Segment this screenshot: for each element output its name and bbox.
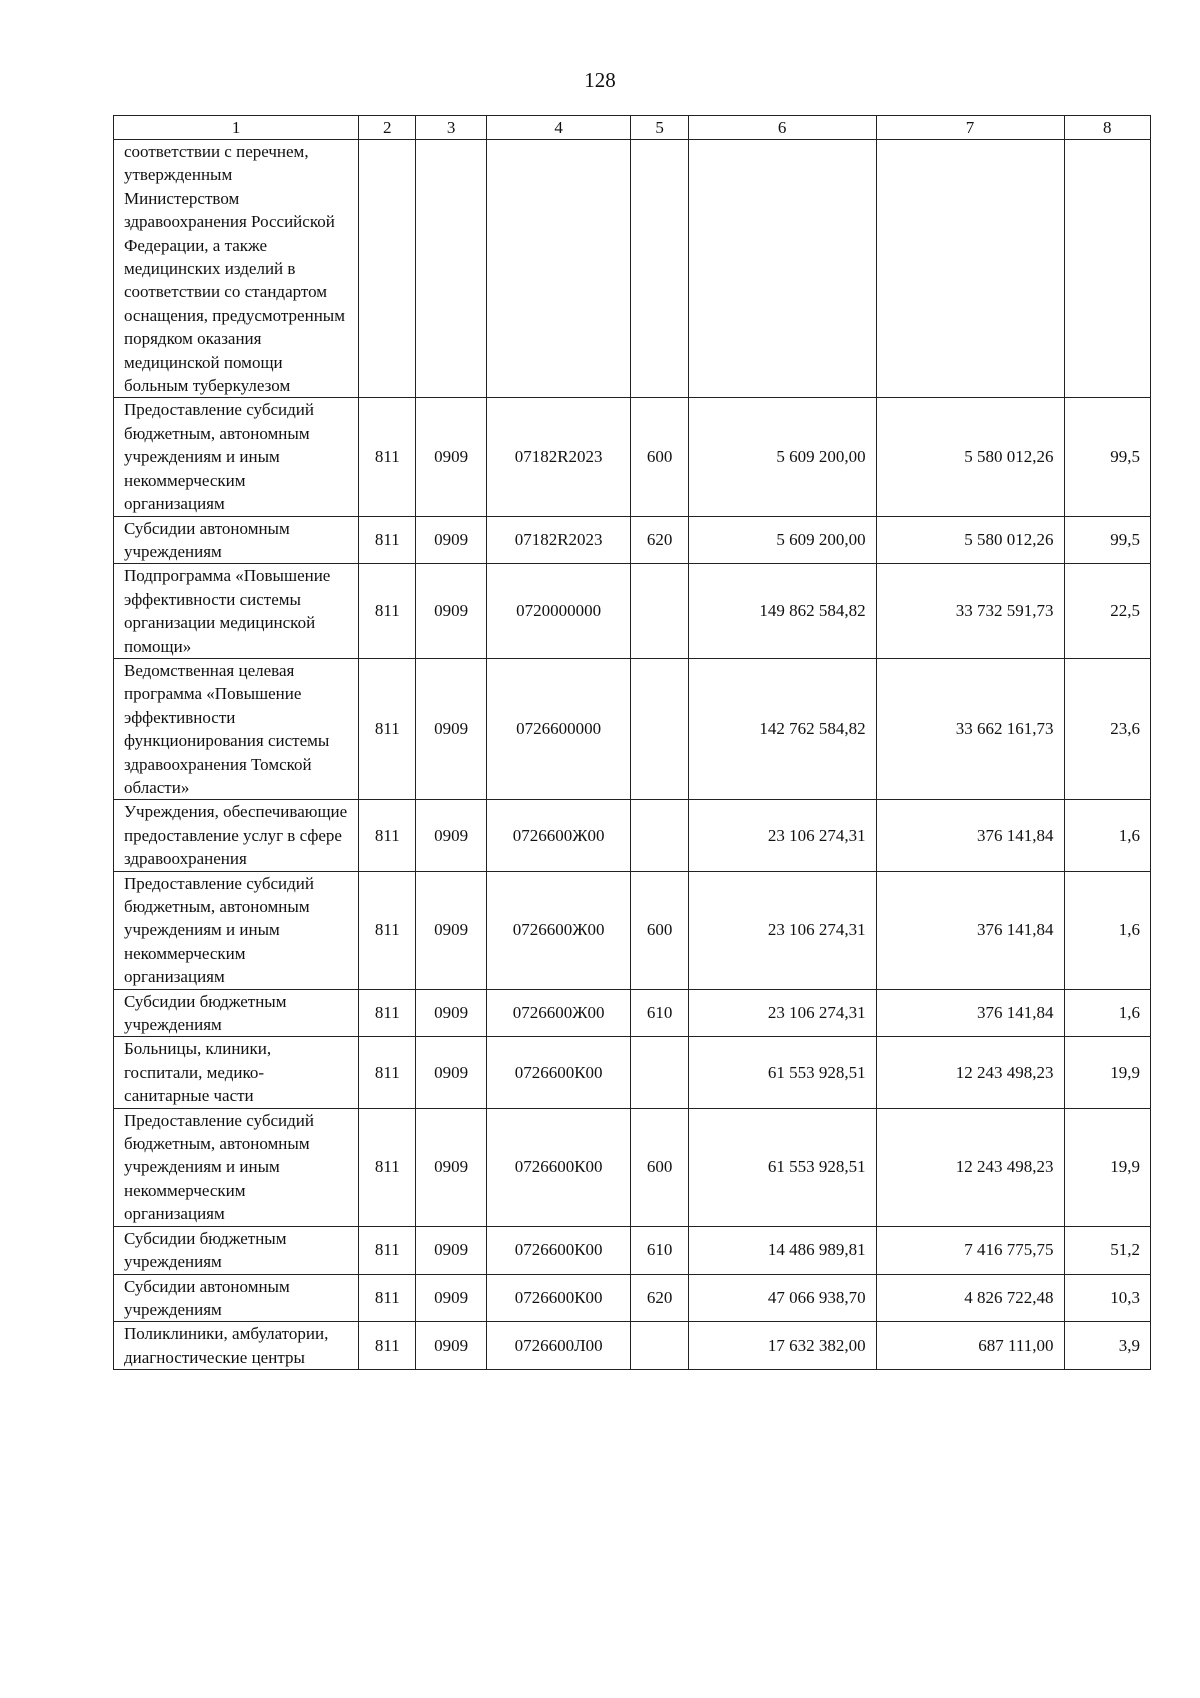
row-plan-amount: 5 609 200,00	[688, 516, 876, 564]
row-target-code: 0720000000	[486, 564, 631, 659]
column-header: 5	[631, 116, 688, 140]
row-ministry-code: 811	[359, 398, 416, 516]
row-target-code: 0726600000	[486, 658, 631, 799]
column-header: 6	[688, 116, 876, 140]
table-row	[114, 516, 1151, 564]
table-row	[114, 658, 1151, 799]
table-row	[114, 871, 1151, 989]
row-name: Ведомственная целевая программа «Повышение эффективности функционирования системы здравоохранения Томской области»	[114, 658, 359, 799]
row-section-code: 0909	[416, 1322, 486, 1370]
row-section-code: 0909	[416, 1226, 486, 1274]
row-actual-amount: 12 243 498,23	[876, 1037, 1064, 1108]
row-name: Поликлиники, амбулатории, диагностические центры	[114, 1322, 359, 1370]
table-header-row	[114, 116, 1151, 140]
row-ministry-code: 811	[359, 658, 416, 799]
row-section-code: 0909	[416, 516, 486, 564]
row-ministry-code: 811	[359, 1037, 416, 1108]
row-expense-type: 610	[631, 1226, 688, 1274]
row-name: Подпрограмма «Повышение эффективности системы организации медицинской помощи»	[114, 564, 359, 659]
row-plan-amount: 149 862 584,82	[688, 564, 876, 659]
column-header: 2	[359, 116, 416, 140]
row-ministry-code: 811	[359, 989, 416, 1037]
table-row	[114, 1322, 1151, 1370]
row-actual-amount: 376 141,84	[876, 800, 1064, 871]
row-section-code: 0909	[416, 871, 486, 989]
row-percent: 99,5	[1064, 398, 1151, 516]
row-expense-type: 620	[631, 516, 688, 564]
row-plan-amount	[688, 140, 876, 398]
row-expense-type	[631, 1037, 688, 1108]
row-plan-amount: 5 609 200,00	[688, 398, 876, 516]
row-actual-amount: 12 243 498,23	[876, 1108, 1064, 1226]
row-actual-amount: 687 111,00	[876, 1322, 1064, 1370]
row-percent: 22,5	[1064, 564, 1151, 659]
row-ministry-code: 811	[359, 800, 416, 871]
row-percent: 19,9	[1064, 1108, 1151, 1226]
row-actual-amount: 4 826 722,48	[876, 1274, 1064, 1322]
page-number: 128	[584, 68, 616, 92]
row-ministry-code: 811	[359, 564, 416, 659]
row-section-code: 0909	[416, 1274, 486, 1322]
table-row	[114, 398, 1151, 516]
row-plan-amount: 23 106 274,31	[688, 871, 876, 989]
row-plan-amount: 17 632 382,00	[688, 1322, 876, 1370]
column-header: 1	[114, 116, 359, 140]
row-percent: 1,6	[1064, 989, 1151, 1037]
row-section-code: 0909	[416, 989, 486, 1037]
row-target-code: 0726600К00	[486, 1274, 631, 1322]
row-percent: 99,5	[1064, 516, 1151, 564]
row-percent: 1,6	[1064, 871, 1151, 989]
row-plan-amount: 14 486 989,81	[688, 1226, 876, 1274]
column-header: 7	[876, 116, 1064, 140]
row-expense-type: 600	[631, 871, 688, 989]
table-row	[114, 989, 1151, 1037]
row-name: Предоставление субсидий бюджетным, автономным учреждениям и иным некоммерческим организациям	[114, 398, 359, 516]
row-expense-type	[631, 658, 688, 799]
row-name: Предоставление субсидий бюджетным, автономным учреждениям и иным некоммерческим организациям	[114, 871, 359, 989]
row-name: Субсидии бюджетным учреждениям	[114, 989, 359, 1037]
row-percent: 1,6	[1064, 800, 1151, 871]
row-expense-type	[631, 1322, 688, 1370]
row-target-code: 07182R2023	[486, 516, 631, 564]
row-section-code: 0909	[416, 1108, 486, 1226]
row-percent	[1064, 140, 1151, 398]
row-section-code: 0909	[416, 1037, 486, 1108]
column-header: 8	[1064, 116, 1151, 140]
row-ministry-code: 811	[359, 1322, 416, 1370]
row-actual-amount: 7 416 775,75	[876, 1226, 1064, 1274]
row-percent: 10,3	[1064, 1274, 1151, 1322]
row-target-code: 0726600Л00	[486, 1322, 631, 1370]
row-ministry-code: 811	[359, 1274, 416, 1322]
row-name: Субсидии бюджетным учреждениям	[114, 1226, 359, 1274]
row-actual-amount	[876, 140, 1064, 398]
row-target-code: 07182R2023	[486, 398, 631, 516]
row-ministry-code: 811	[359, 1226, 416, 1274]
row-name: Субсидии автономным учреждениям	[114, 1274, 359, 1322]
table-row	[114, 800, 1151, 871]
row-percent: 3,9	[1064, 1322, 1151, 1370]
row-target-code: 0726600К00	[486, 1037, 631, 1108]
row-target-code	[486, 140, 631, 398]
row-plan-amount: 142 762 584,82	[688, 658, 876, 799]
row-actual-amount: 376 141,84	[876, 871, 1064, 989]
row-target-code: 0726600К00	[486, 1226, 631, 1274]
row-actual-amount: 5 580 012,26	[876, 398, 1064, 516]
row-actual-amount: 376 141,84	[876, 989, 1064, 1037]
row-target-code: 0726600Ж00	[486, 800, 631, 871]
row-section-code: 0909	[416, 658, 486, 799]
row-percent: 19,9	[1064, 1037, 1151, 1108]
row-ministry-code: 811	[359, 871, 416, 989]
row-target-code: 0726600Ж00	[486, 871, 631, 989]
row-expense-type	[631, 564, 688, 659]
row-name: соответствии с перечнем, утвержденным Министерством здравоохранения Российской Федерации, а также медицинских изделий в соответствии со стандартом оснащения, предусмотренным порядком оказания медицинской помощи больным туберкулезом	[114, 140, 359, 398]
row-plan-amount: 47 066 938,70	[688, 1274, 876, 1322]
row-section-code: 0909	[416, 564, 486, 659]
row-ministry-code: 811	[359, 516, 416, 564]
row-expense-type: 600	[631, 1108, 688, 1226]
row-plan-amount: 23 106 274,31	[688, 989, 876, 1037]
row-expense-type: 600	[631, 398, 688, 516]
row-name: Учреждения, обеспечивающие предоставление услуг в сфере здравоохранения	[114, 800, 359, 871]
row-name: Предоставление субсидий бюджетным, автономным учреждениям и иным некоммерческим организациям	[114, 1108, 359, 1226]
row-plan-amount: 61 553 928,51	[688, 1108, 876, 1226]
table-row	[114, 1226, 1151, 1274]
row-percent: 23,6	[1064, 658, 1151, 799]
row-expense-type	[631, 800, 688, 871]
row-target-code: 0726600К00	[486, 1108, 631, 1226]
table-row	[114, 1274, 1151, 1322]
row-actual-amount: 5 580 012,26	[876, 516, 1064, 564]
row-expense-type: 620	[631, 1274, 688, 1322]
row-name: Субсидии автономным учреждениям	[114, 516, 359, 564]
budget-table	[113, 115, 1151, 1370]
row-plan-amount: 23 106 274,31	[688, 800, 876, 871]
row-ministry-code: 811	[359, 1108, 416, 1226]
row-percent: 51,2	[1064, 1226, 1151, 1274]
row-actual-amount: 33 732 591,73	[876, 564, 1064, 659]
column-header: 4	[486, 116, 631, 140]
row-plan-amount: 61 553 928,51	[688, 1037, 876, 1108]
table-row	[114, 564, 1151, 659]
row-section-code: 0909	[416, 800, 486, 871]
row-expense-type	[631, 140, 688, 398]
row-ministry-code	[359, 140, 416, 398]
row-section-code: 0909	[416, 398, 486, 516]
column-header: 3	[416, 116, 486, 140]
row-actual-amount: 33 662 161,73	[876, 658, 1064, 799]
table-row	[114, 140, 1151, 398]
row-name: Больницы, клиники, госпитали, медико-санитарные части	[114, 1037, 359, 1108]
row-target-code: 0726600Ж00	[486, 989, 631, 1037]
row-section-code	[416, 140, 486, 398]
table-row	[114, 1037, 1151, 1108]
table-row	[114, 1108, 1151, 1226]
row-expense-type: 610	[631, 989, 688, 1037]
